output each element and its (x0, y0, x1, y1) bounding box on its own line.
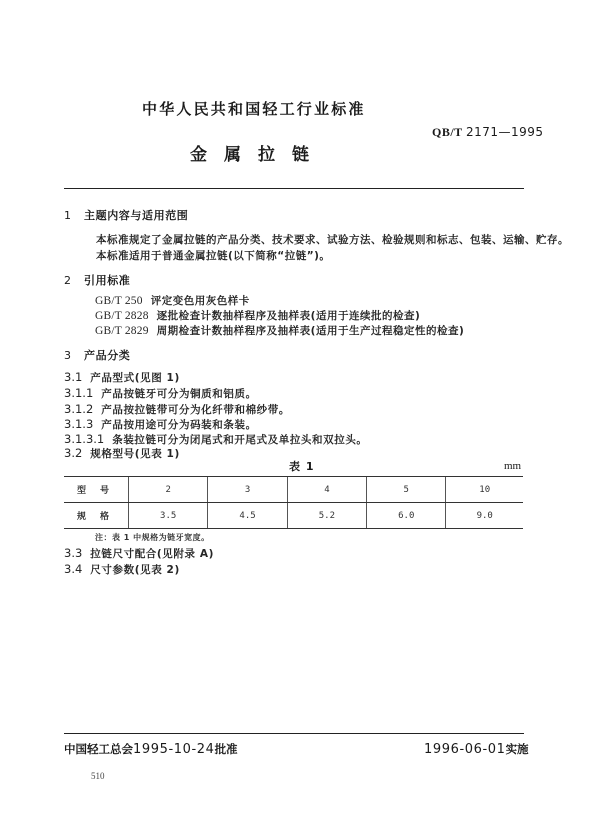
clause-text: 规格型号(见表 1) (90, 448, 180, 460)
table-cell: 9.0 (446, 503, 523, 529)
reference-item (95, 293, 250, 308)
clause-number: 3.1.3.1 (64, 432, 105, 446)
clause-3-1-3-1 (64, 432, 368, 447)
approval-info (64, 741, 238, 757)
clause-text: 条装拉链可分为闭尾式和开尾式及单拉头和双拉头。 (112, 434, 368, 446)
clause-number: 3.2 (64, 446, 83, 460)
section-title: 产品分类 (84, 349, 131, 362)
clause-3-3 (64, 546, 214, 561)
table-cell: 3.5 (129, 503, 208, 529)
table-1-title: 表 1 (289, 460, 315, 473)
section-title: 引用标准 (84, 274, 131, 287)
reference-code: GB/T 2828 (95, 310, 149, 322)
table-row (64, 503, 523, 529)
clause-number: 3.1 (64, 370, 83, 384)
reference-code: GB/T 250 (95, 295, 143, 307)
clause-text: 拉链尺寸配合(见附录 A) (90, 548, 214, 560)
approval-date: 1995-10-24 (133, 742, 215, 757)
row-header-model: 型号 (64, 477, 129, 503)
table-cell: 2 (129, 477, 208, 503)
clause-text: 产品按链牙可分为铜质和铝质。 (101, 388, 257, 400)
document-title: 金属拉链 (190, 145, 326, 165)
issuing-organization: 中华人民共和国轻工行业标准 (142, 100, 366, 118)
reference-title: 逐批检查计数抽样程序及抽样表(适用于连续批的检查) (156, 310, 421, 322)
section-number: 1 (64, 209, 72, 222)
clause-3-1-2 (64, 402, 290, 417)
section-number: 3 (64, 349, 72, 362)
table-row (64, 477, 523, 503)
implementation-info (424, 741, 529, 757)
table-1-note: 注：表 1 中规格为链牙宽度。 (95, 533, 210, 542)
table-1-unit: mm (504, 460, 522, 472)
table-cell: 4 (287, 477, 366, 503)
section-2-heading (64, 272, 130, 288)
standard-code-number: 2171—1995 (465, 125, 544, 139)
clause-3-1-3 (64, 417, 257, 432)
header-divider (64, 188, 524, 189)
row-header-spec: 规格 (64, 503, 129, 529)
section-3-heading (64, 347, 130, 363)
clause-text: 尺寸参数(见表 2) (90, 564, 180, 576)
reference-code: GB/T 2829 (95, 325, 149, 337)
table-cell: 4.5 (208, 503, 287, 529)
clause-number: 3.1.3 (64, 417, 94, 431)
clause-text: 产品型式(见图 1) (90, 372, 180, 384)
approval-organization: 中国轻工总会 (64, 742, 133, 756)
implementation-label: 实施 (505, 742, 529, 756)
clause-3-4 (64, 562, 180, 577)
reference-item (95, 323, 464, 338)
approval-label: 批准 (214, 742, 238, 756)
table-cell: 5 (367, 477, 446, 503)
clause-3-2 (64, 446, 180, 461)
standard-code (432, 125, 544, 140)
clause-number: 3.3 (64, 546, 83, 560)
clause-3-1-1 (64, 386, 257, 401)
clause-text: 产品按用途可分为码装和条装。 (101, 419, 257, 431)
section-title: 主题内容与适用范围 (84, 209, 189, 222)
section-number: 2 (64, 274, 72, 287)
clause-number: 3.4 (64, 562, 83, 576)
table-cell: 3 (208, 477, 287, 503)
reference-title: 周期检查计数抽样程序及抽样表(适用于生产过程稳定性的检查) (156, 325, 465, 337)
reference-item (95, 308, 420, 323)
table-cell: 5.2 (287, 503, 366, 529)
section-1-paragraph-2: 本标准适用于普通金属拉链(以下简称“拉链”)。 (96, 250, 331, 262)
clause-3-1 (64, 370, 180, 385)
section-1-heading (64, 207, 188, 223)
table-cell: 6.0 (367, 503, 446, 529)
table-1 (64, 476, 523, 529)
footer-divider (64, 733, 524, 734)
page-number: 510 (91, 771, 105, 781)
clause-text: 产品按拉链带可分为化纤带和棉纱带。 (101, 404, 290, 416)
section-1-paragraph-1: 本标准规定了金属拉链的产品分类、技术要求、试验方法、检验规则和标志、包装、运输、贮存。 (96, 234, 569, 246)
clause-number: 3.1.1 (64, 386, 94, 400)
table-cell: 10 (446, 477, 523, 503)
implementation-date: 1996-06-01 (424, 742, 506, 757)
clause-number: 3.1.2 (64, 402, 94, 416)
reference-title: 评定变色用灰色样卡 (150, 295, 250, 307)
standard-code-prefix: QB/T (432, 125, 463, 139)
